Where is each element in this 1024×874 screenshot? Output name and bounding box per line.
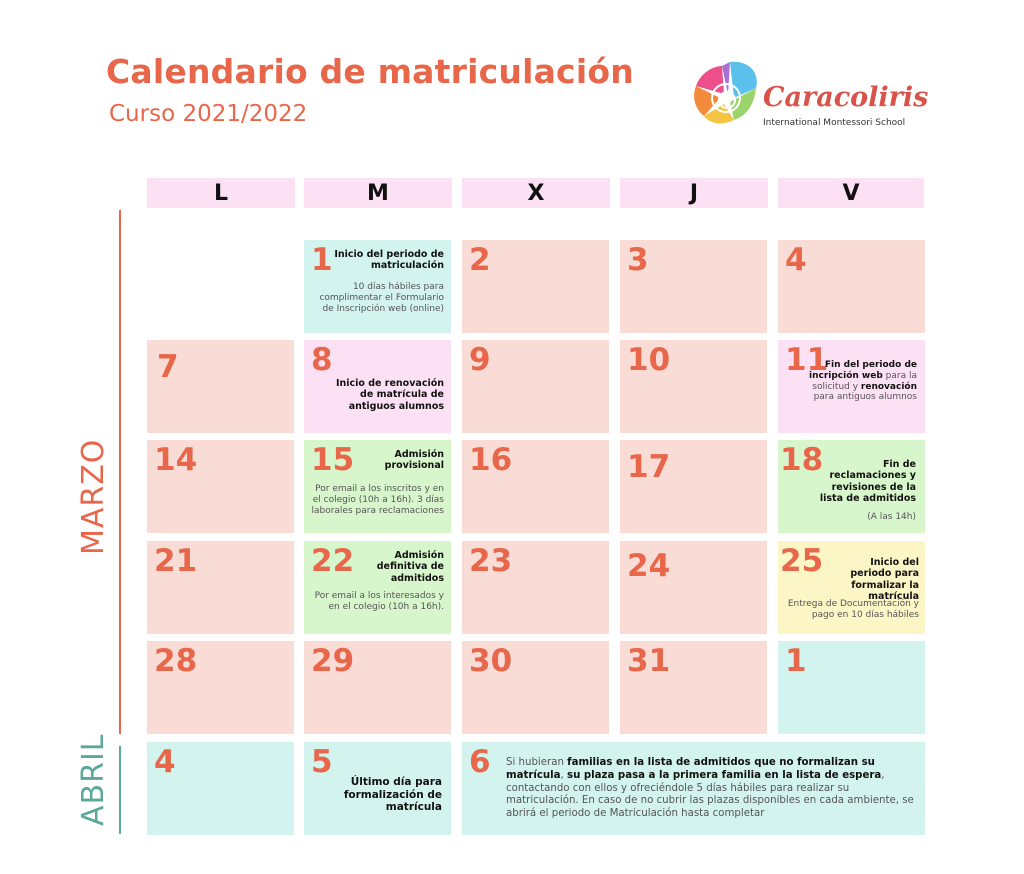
shell-logo-icon: [690, 58, 762, 134]
day-cell-x16: [462, 440, 609, 533]
day-cell-j17: [620, 440, 767, 533]
day-number: 29: [311, 643, 355, 679]
brand-name: Caracoliris: [763, 82, 929, 113]
day-cell-m5: [304, 742, 451, 835]
day-number: 23: [469, 543, 513, 579]
day-cell-x9: [462, 340, 609, 433]
event-description: 10 días hábiles para complimentar el Formulario de Inscripción web (online): [319, 282, 444, 314]
day-number: 15: [311, 442, 355, 478]
day-number: 7: [157, 349, 179, 385]
day-number: 1: [311, 242, 333, 278]
page-title: Calendario de matriculación: [106, 52, 634, 91]
day-number: 21: [154, 543, 198, 579]
day-cell-l4: [147, 742, 294, 835]
day-cell-x23: [462, 541, 609, 634]
day-number: 17: [627, 449, 671, 485]
event-description: Por email a los inscritos y en el colegio (10h a 16h). 3 días laborales para reclamaciones: [311, 484, 444, 516]
day-cell-l21: [147, 541, 294, 634]
day-number: 9: [469, 342, 491, 378]
day-cell-v25: [778, 541, 925, 634]
event-title: Admisión definitiva de admitidos: [376, 550, 444, 584]
day-cell-m22: [304, 541, 451, 634]
day-number: 4: [785, 242, 807, 278]
day-number: 2: [469, 242, 491, 278]
day-cell-m29: [304, 641, 451, 734]
day-cell-m1: [304, 240, 451, 333]
day-header-l: L: [147, 178, 295, 208]
day-cell-l28: [147, 641, 294, 734]
day-cell-x6: [462, 742, 925, 835]
day-cell-v18: [778, 440, 925, 533]
day-number: 30: [469, 643, 513, 679]
day-header-x: X: [462, 178, 610, 208]
day-cell-m8: [304, 340, 451, 433]
month-label-marzo: MARZO: [76, 438, 111, 555]
event-description: Si hubieran familias en la lista de admitidos que no formalizan su matrícula, su plaza pasa a la primera familia en la lista de espera, contactando con ellos y ofreciéndole 5 días hábiles para realizar su matriculación. En caso de no cubrir las plazas disponibles en cada ambiente, se abrirá el periodo de Matriculación hasta completar: [506, 757, 914, 819]
day-cell-v1: [778, 641, 925, 734]
day-number: 11: [785, 342, 829, 378]
event-title: Inicio del periodo de matriculación: [334, 249, 444, 272]
day-cell-l7: [147, 340, 294, 433]
day-cell-x2: [462, 240, 609, 333]
event-title: Fin del periodo de incripción web: [809, 360, 917, 381]
event-description: Fin del periodo de incripción web para la solicitud y renovación para antiguos alumnos: [809, 360, 917, 403]
event-title: Admisión provisional: [384, 449, 444, 472]
day-number: 14: [154, 442, 198, 478]
abril-divider: [119, 746, 121, 834]
day-cell-j3: [620, 240, 767, 333]
day-number: 5: [311, 744, 333, 780]
day-number: 4: [154, 744, 176, 780]
day-number: 8: [311, 342, 333, 378]
day-header-m: M: [304, 178, 452, 208]
day-cell-j24: [620, 541, 767, 634]
day-cell-j31: [620, 641, 767, 734]
event-description: Entrega de Documentación y pago en 10 días hábiles: [787, 599, 919, 620]
day-cell-l14: [147, 440, 294, 533]
day-cell-v4: [778, 240, 925, 333]
day-number: 31: [627, 643, 671, 679]
brand-tagline: International Montessori School: [763, 118, 906, 128]
day-number: 10: [627, 342, 671, 378]
event-description: (A las 14h): [867, 512, 916, 522]
day-cell-v11: [778, 340, 925, 433]
page-subtitle: Curso 2021/2022: [109, 101, 308, 127]
marzo-divider: [119, 210, 121, 734]
day-number: 25: [780, 543, 824, 579]
event-title: Fin de reclamaciones y revisiones de la lista de admitidos: [819, 459, 916, 505]
day-number: 22: [311, 543, 355, 579]
day-header-v: V: [778, 178, 924, 208]
day-number: 6: [469, 744, 491, 780]
day-header-j: J: [620, 178, 768, 208]
event-description: Por email a los interesados y en el colegio (10h a 16h).: [314, 591, 444, 612]
day-number: 28: [154, 643, 198, 679]
day-number: 24: [627, 548, 671, 584]
day-cell-x30: [462, 641, 609, 734]
day-number: 3: [627, 242, 649, 278]
event-title: Inicio de renovación de matrícula de antiguos alumnos: [335, 378, 444, 412]
day-number: 1: [785, 643, 807, 679]
day-number: 16: [469, 442, 513, 478]
day-cell-j10: [620, 340, 767, 433]
day-cell-m15: [304, 440, 451, 533]
month-label-abril: ABRIL: [76, 733, 111, 826]
day-number: 18: [780, 442, 824, 478]
event-title: Inicio del periodo para formalizar la matrícula: [850, 557, 919, 603]
event-title: Último día para formalización de matrícula: [343, 776, 442, 814]
